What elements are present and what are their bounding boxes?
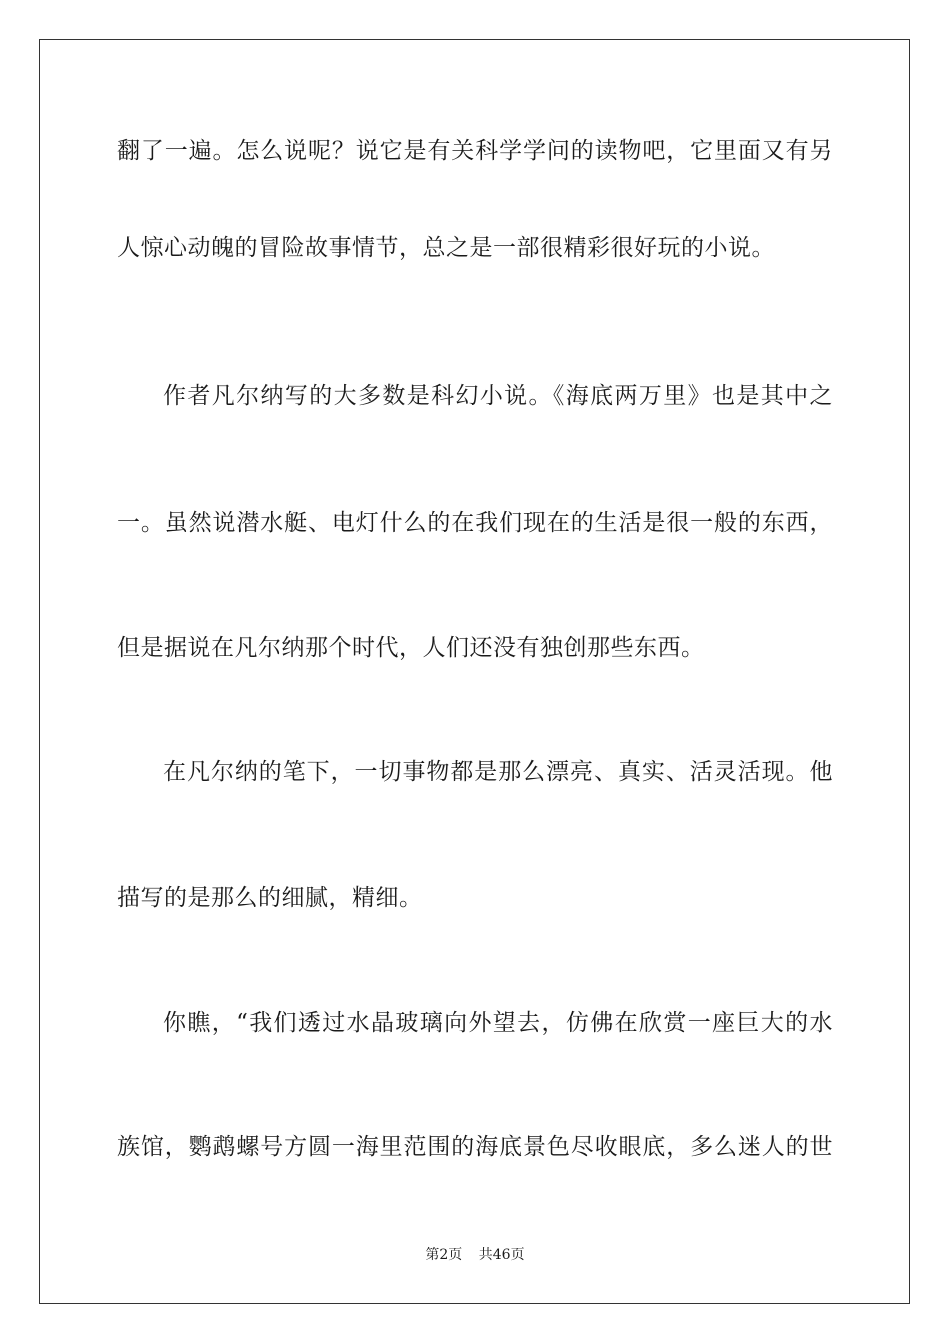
text-line-7: 描写的是那么的细腻，精细。 <box>117 885 423 911</box>
page-footer <box>0 1246 950 1264</box>
text-line-2: 人惊心动魄的冒险故事情节，总之是一部很精彩很好玩的小说。 <box>117 235 775 261</box>
text-line-3: 作者凡尔纳写的大多数是科幻小说。《海底两万里》也是其中之 <box>163 383 833 409</box>
text-line-9: 族馆，鹦鹉螺号方圆一海里范围的海底景色尽收眼底，多么迷人的世 <box>117 1134 833 1160</box>
text-line-8: 你瞧，“我们透过水晶玻璃向外望去，仿佛在欣赏一座巨大的水 <box>163 1010 833 1036</box>
text-line-5: 但是据说在凡尔纳那个时代，人们还没有独创那些东西。 <box>117 635 705 661</box>
page-number: 第2页 <box>425 1247 463 1263</box>
page-total: 共46页 <box>478 1247 525 1263</box>
page-border <box>39 39 910 1304</box>
text-line-4: 一。虽然说潜水艇、电灯什么的在我们现在的生活是很一般的东西， <box>117 510 833 536</box>
text-line-1: 翻了一遍。怎么说呢？说它是有关科学学问的读物吧，它里面又有另 <box>117 138 833 164</box>
text-line-6: 在凡尔纳的笔下，一切事物都是那么漂亮、真实、活灵活现。他 <box>163 759 833 785</box>
